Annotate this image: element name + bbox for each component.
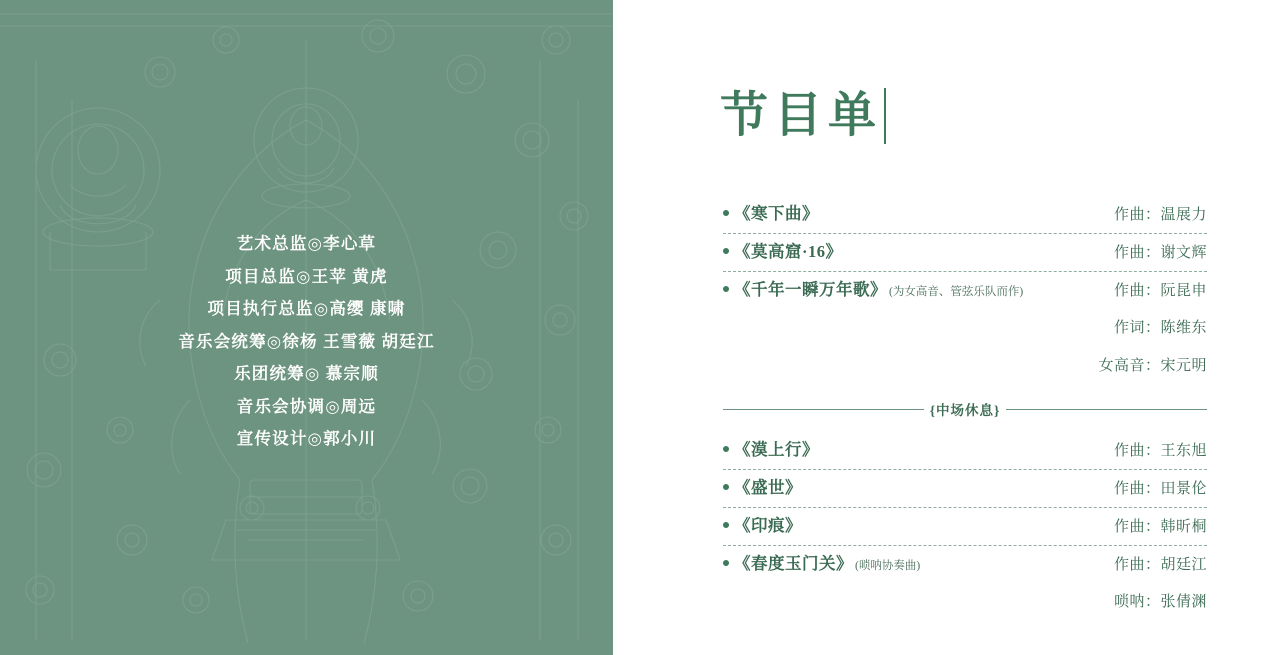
left-decorative-panel (0, 0, 613, 655)
program-credit: 作曲：田景伦 (1113, 481, 1207, 497)
credit-line: 音乐会协调◎周远 (236, 396, 377, 416)
program-panel (613, 0, 1268, 655)
program-credit: 女高音：宋元明 (1098, 358, 1207, 374)
program-item (723, 234, 1207, 272)
program-item-left (723, 436, 819, 460)
intermission-divider (723, 388, 1207, 430)
program-item-left (723, 200, 819, 224)
bullet-icon (723, 210, 729, 216)
bullet-icon (723, 560, 729, 566)
credit-line: 项目总监◎王苹 黄虎 (225, 266, 388, 286)
program-credit: 作曲：阮昆申 (1113, 283, 1207, 299)
bullet-icon (723, 248, 729, 254)
program-credit: 作词：陈维东 (1113, 320, 1207, 336)
program-sub-credit (723, 348, 1207, 386)
program-item-left (723, 550, 920, 574)
program-credit: 作曲：韩昕桐 (1113, 519, 1207, 535)
program-sub-credit (723, 584, 1207, 622)
page-title-wrap (720, 89, 886, 144)
program-item-left (723, 238, 843, 262)
program-title: 《盛世》 (734, 478, 802, 497)
program-item (723, 196, 1207, 234)
program-list (723, 196, 1207, 622)
program-subtitle: (唢呐协奏曲) (855, 560, 921, 572)
credit-line: 宣传设计◎郭小川 (236, 429, 377, 448)
program-item (723, 470, 1207, 508)
program-title: 《莫高窟·16》 (734, 242, 843, 261)
bullet-icon (723, 446, 729, 452)
left-panel-bottom-bar (0, 643, 613, 655)
program-title: 《春度玉门关》 (734, 554, 853, 573)
divider-line-right (1006, 409, 1207, 410)
credit-line: 艺术总监◎李心草 (236, 234, 377, 253)
title-accent-bar (884, 88, 886, 144)
bullet-icon (723, 286, 729, 292)
program-title: 《千年一瞬万年歌》 (734, 280, 887, 299)
credit-line: 项目执行总监◎高缨 康啸 (207, 299, 406, 318)
program-sub-credit (723, 310, 1207, 348)
program-item (723, 508, 1207, 546)
bullet-icon (723, 484, 729, 490)
page-title: 节目单 (720, 89, 883, 142)
program-item-left (723, 512, 802, 536)
credit-line: 音乐会统筹◎徐杨 王雪薇 胡廷江 (178, 331, 435, 351)
intermission-label: {中场休息} (929, 403, 1001, 418)
program-title: 《印痕》 (734, 516, 802, 535)
program-title: 《漠上行》 (734, 440, 819, 459)
program-title: 《寒下曲》 (734, 204, 819, 223)
program-subtitle: (为女高音、管弦乐队而作) (889, 286, 1024, 298)
program-credit: 作曲：谢文辉 (1113, 245, 1207, 261)
program-item-left (723, 474, 802, 498)
program-item (723, 546, 1207, 584)
program-item (723, 272, 1207, 310)
program-item (723, 432, 1207, 470)
program-credit: 作曲：王东旭 (1113, 443, 1207, 459)
credit-line: 乐团统筹◎ 慕宗顺 (234, 364, 379, 383)
divider-line-left (723, 409, 924, 410)
program-credit: 作曲：温展力 (1113, 207, 1207, 223)
program-credit: 作曲：胡廷江 (1113, 557, 1207, 573)
program-item-left (723, 276, 1023, 300)
credits-block (0, 228, 613, 456)
program-credit: 唢呐：张倩渊 (1113, 594, 1207, 610)
bullet-icon (723, 522, 729, 528)
